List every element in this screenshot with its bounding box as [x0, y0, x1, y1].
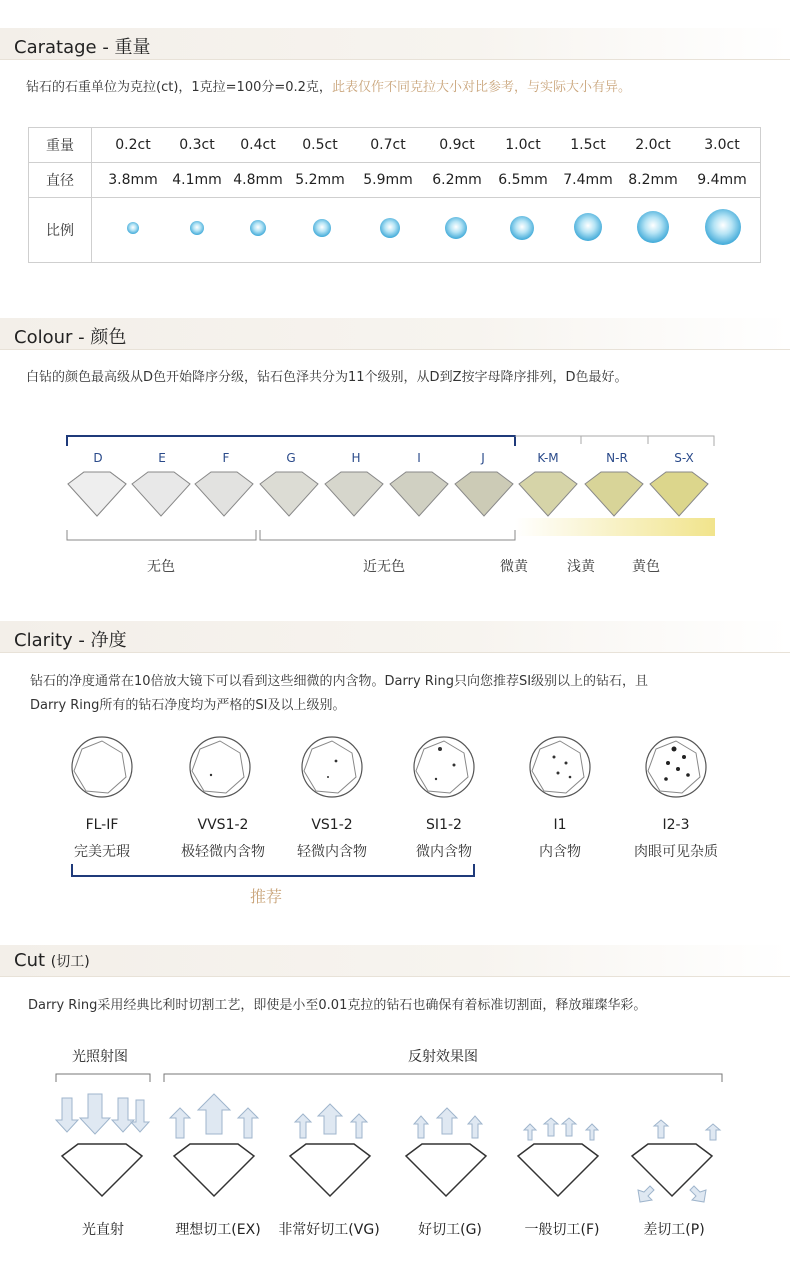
arrow-up-icon [351, 1114, 367, 1138]
weight-row [92, 128, 761, 163]
grade-h: H [351, 451, 361, 465]
clarity-item-i2-3 [616, 817, 736, 861]
weight-cell: 0.2ct [115, 137, 151, 153]
arrow-up-icon [468, 1116, 482, 1138]
recommend-label: 推荐 [250, 887, 283, 906]
arrow-up-icon [706, 1124, 720, 1140]
arrow-up-icon [170, 1108, 190, 1138]
diamond-icon [132, 472, 190, 516]
clarity-diagrams [60, 735, 740, 805]
arrow-up-icon [198, 1094, 230, 1134]
clarity-grade: I2-3 [662, 817, 690, 833]
grade-j: J [481, 451, 485, 465]
arrow-up-icon [524, 1124, 536, 1140]
section-header-carat [0, 28, 790, 60]
grade-n-r: N-R [606, 451, 628, 465]
cut-label-g: 好切工(G) [418, 1222, 482, 1238]
row-label-diameter: 直径 [29, 163, 92, 198]
clarity-grade: SI1-2 [426, 817, 462, 833]
weight-cell: 0.9ct [439, 137, 475, 153]
weight-cell: 3.0ct [704, 137, 740, 153]
reflect-bracket [164, 1074, 722, 1082]
section-header-cut [0, 945, 790, 977]
weight-cell: 1.0ct [505, 137, 541, 153]
diamond-icon [290, 1144, 370, 1196]
grade-k-m: K-M [537, 451, 559, 465]
diamond-icon [174, 1144, 254, 1196]
yellow-gradient-bar [515, 518, 715, 536]
diameter-cell: 4.1mm [172, 172, 222, 188]
diamond-icon [380, 218, 400, 238]
cut-label-ex: 理想切工(EX) [175, 1222, 261, 1238]
recommend-bracket [70, 862, 480, 882]
arrow-up-icon [562, 1118, 576, 1136]
weight-cell: 0.3ct [179, 137, 215, 153]
diameter-cell: 4.8mm [233, 172, 283, 188]
row-label-scale: 比例 [29, 198, 92, 263]
light-bracket [56, 1074, 150, 1082]
section-header-colour [0, 318, 790, 350]
clarity-diamond-icon [646, 737, 706, 797]
arrow-up-icon [437, 1108, 457, 1134]
diamond-icon [68, 472, 126, 516]
grade-f: F [222, 451, 230, 465]
clarity-description [30, 670, 648, 718]
diamond-icon [190, 221, 204, 235]
weight-cell: 0.4ct [240, 137, 276, 153]
diamond-icon [632, 1144, 712, 1196]
arrow-down-icon [56, 1094, 149, 1134]
diameter-cell: 7.4mm [563, 172, 613, 188]
carat-table [28, 127, 761, 263]
diamond-icon [510, 216, 534, 240]
clarity-desc: 轻微内含物 [297, 844, 367, 860]
clarity-item-i1 [500, 817, 620, 861]
category-colorless: 无色 [147, 559, 175, 575]
weight-cell: 0.5ct [302, 137, 338, 153]
diamond-icon [406, 1144, 486, 1196]
section-header-clarity [0, 621, 790, 653]
diamond-icon [195, 472, 253, 516]
carat-description [26, 76, 631, 100]
section-title-colour: Colour - 颜色 [14, 327, 127, 348]
diameter-cell: 5.9mm [363, 172, 413, 188]
clarity-grade: FL-IF [85, 817, 119, 833]
clarity-item-vs [272, 817, 392, 861]
diamond-icon [445, 217, 467, 239]
diamond-icon [250, 220, 266, 236]
clarity-desc: 肉眼可见杂质 [634, 844, 718, 860]
diamond-icon [585, 472, 643, 516]
section-title-clarity: Clarity - 净度 [14, 630, 127, 651]
cut-label-f: 一般切工(F) [524, 1222, 600, 1238]
arrow-up-icon [238, 1108, 258, 1138]
section-title-carat: Caratage - 重量 [14, 37, 151, 58]
arrow-up-icon [544, 1118, 558, 1136]
weight-cell: 1.5ct [570, 137, 606, 153]
clarity-item-vvs [163, 817, 283, 861]
diamond-icon [518, 1144, 598, 1196]
clarity-desc: 微内含物 [416, 844, 472, 860]
near-colorless-range [260, 530, 515, 540]
cut-label-direct: 光直射 [82, 1222, 124, 1238]
clarity-diamond-icon [190, 737, 250, 797]
grade-d: D [93, 451, 103, 465]
clarity-item-si [384, 817, 504, 861]
light-label: 光照射图 [72, 1049, 128, 1065]
clarity-diamond-icon [72, 737, 132, 797]
cut-label-vg: 非常好切工(VG) [278, 1222, 380, 1238]
arrow-up-icon [586, 1124, 598, 1140]
clarity-diamond-icon [414, 737, 474, 797]
clarity-diamond-icon [530, 737, 590, 797]
diamond-icon [637, 211, 669, 243]
arrow-up-icon [414, 1116, 428, 1138]
clarity-desc-line2: Darry Ring所有的钻石净度均为严格的SI及以上级别。 [30, 698, 346, 713]
diamond-icon [574, 213, 602, 241]
diameter-cell: 6.5mm [498, 172, 548, 188]
cut-diagrams [50, 1068, 740, 1218]
diamond-icon [519, 472, 577, 516]
cut-title-sub: (切工) [50, 954, 90, 970]
clarity-item-fl-if [42, 817, 162, 861]
row-label-weight: 重量 [29, 128, 92, 163]
diamond-icon [260, 472, 318, 516]
clarity-desc: 内含物 [539, 844, 581, 860]
cut-label-p: 差切工(P) [643, 1222, 705, 1238]
category-faint-yellow: 微黄 [500, 559, 528, 575]
scale-row [92, 198, 761, 263]
grade-e: E [158, 451, 166, 465]
colourless-bracket [67, 436, 515, 446]
clarity-diamond-icon [302, 737, 362, 797]
category-near-colorless: 近无色 [363, 559, 405, 575]
diameter-cell: 6.2mm [432, 172, 482, 188]
arrow-up-icon [318, 1104, 342, 1134]
diamond-icon [127, 222, 139, 234]
grade-g: G [286, 451, 296, 465]
cut-title-main: Cut [14, 950, 46, 971]
diamond-icon [313, 219, 331, 237]
diameter-row [92, 163, 761, 198]
diamond-icon [650, 472, 708, 516]
colour-description: 白钻的颜色最高级从D色开始降序分级，钻石色泽共分为11个级别，从D到Z按字母降序排列，D色最好。 [26, 370, 628, 385]
diamond-icon [62, 1144, 142, 1196]
clarity-grade: VS1-2 [311, 817, 353, 833]
diamond-icon [455, 472, 513, 516]
clarity-grade: I1 [553, 817, 567, 833]
diameter-cell: 3.8mm [108, 172, 158, 188]
arrow-down-right-icon [690, 1186, 706, 1202]
weight-cell: 2.0ct [635, 137, 671, 153]
yellow-bracket [515, 436, 714, 446]
grade-s-x: S-X [674, 451, 694, 465]
arrow-up-icon [295, 1114, 311, 1138]
weight-cell: 0.7ct [370, 137, 406, 153]
grade-i: I [417, 451, 421, 465]
clarity-desc: 完美无瑕 [74, 844, 130, 860]
clarity-desc: 极轻微内含物 [181, 844, 265, 860]
carat-desc-main: 钻石的石重单位为克拉(ct)，1克拉=100分=0.2克， [26, 80, 332, 95]
colorless-range [67, 530, 256, 540]
diamond-icon [325, 472, 383, 516]
clarity-grade: VVS1-2 [197, 817, 249, 833]
clarity-desc-line1: 钻石的净度通常在10倍放大镜下可以看到这些细微的内含物。Darry Ring只向您推荐SI级别以上的钻石，且 [30, 674, 649, 689]
category-light-yellow: 浅黄 [567, 559, 595, 575]
arrow-down-left-icon [638, 1186, 654, 1202]
diamond-icon [705, 209, 741, 245]
arrow-up-icon [654, 1120, 668, 1138]
cut-description: Darry Ring采用经典比利时切割工艺，即使是小至0.01克拉的钻石也确保有着标准切割面，释放璀璨华彩。 [28, 998, 647, 1013]
section-title-cut [14, 950, 90, 971]
diamond-icon [390, 472, 448, 516]
diameter-cell: 9.4mm [697, 172, 747, 188]
diameter-cell: 8.2mm [628, 172, 678, 188]
category-yellow: 黄色 [632, 559, 660, 575]
diamond-scale-row [100, 198, 760, 258]
carat-desc-note: 此表仅作不同克拉大小对比参考，与实际大小有异。 [331, 80, 631, 95]
reflect-label: 反射效果图 [408, 1049, 478, 1065]
diameter-cell: 5.2mm [295, 172, 345, 188]
